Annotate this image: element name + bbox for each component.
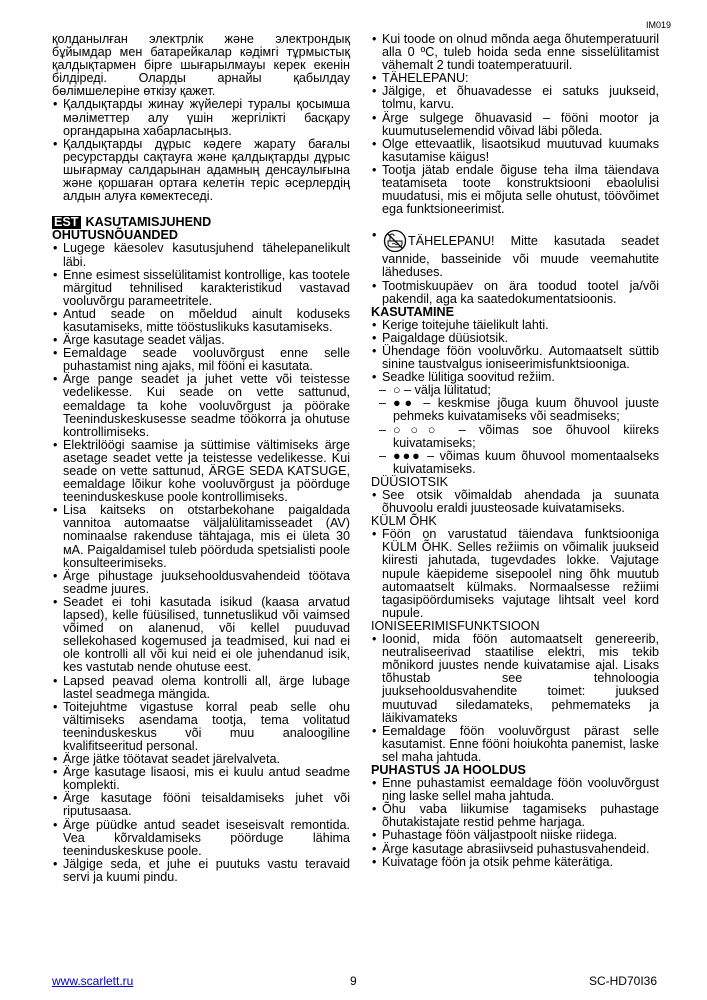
page-number: 9 [350, 974, 357, 988]
list-item: • Ühendage föön vooluvõrku. Automaatselt süttib sinine taustvalgus ioniseerimisfunktsiooniga. [371, 345, 659, 371]
safety-list [52, 242, 350, 884]
website-link[interactable]: www.scarlett.ru [52, 974, 134, 988]
notes-list [371, 33, 659, 216]
list-item: • Ioonid, mida föön automaatselt genereerib, neutraliseerivad staatilise elektri, mis tekib mõnikord juustes nende kuivatamise ajal. Lisaks tõhustab see tehnoloogia juuksehooldusvahendite toimet: juuksed muutuvad siledamateks, pehmemateks ja läikivamateks [371, 633, 659, 725]
mode-item [371, 424, 659, 450]
list-item: • Toitejuhtme vigastuse korral peab selle ohu vältimiseks asendama tootja, tema volitatud teeninduskeskus või muu analoogiline kvalifitseeritud personal. [52, 701, 350, 753]
cleaning-list [371, 777, 659, 869]
dash-mark: – [379, 448, 387, 463]
list-item: • TÄHELEPANU: [371, 72, 659, 85]
list-item: • Қалдықтарды дұрыс кәдеге жарату бағалы ресурстарды сақтауға және қалдықтарды дұрыс шығармау салдарынан адамның денсаулығына және қоршаған ортаға келетін теріс әсерлердің алдын алуға көмектеседі. [52, 138, 350, 203]
list-item: • Seadet ei tohi kasutada isikud (kaasa arvatud lapsed), kelle füüsilised, tunnetuslikud või vaimsed võimed on alanenud, või kellel puuduvad sellekohased kogemused ja teadmised, kui nad ei ole kontrolli all või kui neid ei ole juhendanud isik, kes vastutab nende ohutuse eest. [52, 596, 350, 675]
list-item: • Ärge kasutage lisaosi, mis ei kuulu antud seadme komplekti. [52, 766, 350, 792]
nozzle-heading: DÜÜSIOTSIK [371, 474, 448, 489]
list-item: • Puhastage föön väljastpoolt niiske riidega. [371, 829, 659, 842]
warning-list [371, 229, 659, 305]
warning-text: TÄHELEPANU! Mitte kasutada seadet vannide, basseinide või muude veemahutite läheduses. [382, 234, 659, 280]
mode-item [371, 450, 659, 476]
list-item: • Antud seade on mõeldud ainult koduseks kasutamiseks, mitte tööstuslikuks kasutamiseks. [52, 308, 350, 334]
list-item: • Kerige toitejuhe täielikult lahti. [371, 319, 659, 332]
cool-air-list [371, 528, 659, 620]
list-item: • Lugege käesolev kasutusjuhend tähelepanelikult läbi. [52, 242, 350, 268]
left-column [52, 33, 350, 884]
cool-air-heading: KÜLM ÕHK [371, 514, 437, 529]
mode-text: ●● – keskmise jõuga kuum õhuvool juuste pehmeks kuivatamiseks või seadmiseks; [393, 396, 659, 424]
usage-list [371, 319, 659, 384]
kk-bullet-list [52, 98, 350, 203]
list-item: • Ärge kasutage abrasiivseid puhastusvahendeid. [371, 843, 659, 856]
list-item: • Lisa kaitseks on otstarbekohane paigaldada vannitoa automaatse väljalülitamisseadet (AV) nominaalse rakenduse tähtajaga, mis ei ületa 30 мА. Paigaldamisel tuleb pöörduda spetsialisti poole konsulteerimiseks. [52, 504, 350, 569]
model-number: SC-HD70I36 [588, 974, 657, 988]
list-item: • Enne puhastamist eemaldage föön vooluvõrgust ning laske sellel maha jahtuda. [371, 777, 659, 803]
list-item: • Olge ettevaatlik, lisaotsikud muutuvad kuumaks kasutamise käigus! [371, 138, 659, 164]
usage-heading: KASUTAMINE [371, 304, 455, 319]
dash-mark: – [379, 422, 387, 437]
list-item: • Jälgige seda, et juhe ei puutuks vastu teravaid servi ja kuumi pindu. [52, 858, 350, 884]
list-item: • Seadke lülitiga soovitud režiim. [371, 371, 659, 384]
mode-item [371, 397, 659, 423]
list-item: • Ärge kasutage seadet väljas. [52, 334, 350, 347]
list-item: • Paigaldage düüsiotsik. [371, 332, 659, 345]
no-bathtub-warning-icon [382, 229, 408, 253]
list-item: • Ärge pange seadet ja juhet vette või teistesse vedelikesse. Kui seade on vette sattunud, eemaldage ta kohe vooluvõrgust ja pöörake Teeninduskeskusesse seadme töökorra ja ohutuse kontrollimiseks. [52, 373, 350, 438]
list-item: • Ärge jätke töötavat seadet järelvalveta. [52, 753, 350, 766]
mode-text: ○ – välja lülitatud; [393, 383, 491, 398]
nozzle-list [371, 489, 659, 515]
list-item: • Kui toode on olnud mõnda aega õhutemperatuuril alla 0 ºC, tuleb hoida seda enne sisselülitamist vähemalt 2 tundi toatemperatuuril. [371, 33, 659, 72]
list-item: • See otsik võimaldab ahendada ja suunata õhuvoolu eraldi juusteosade kuivatamiseks. [371, 489, 659, 515]
list-item: • Föön on varustatud täiendava funktsiooniga KÜLM ÕHK. Selles režiimis on võimalik juukseid kiiresti jahutada, tugevdades lokke. Vajutage nupule käepideme sisepoolel ning õhk muutub automaatselt külmaks. Normaalsesse režiimi tagasipöördumiseks vajutage lihtsalt veel kord nupule. [371, 528, 659, 620]
manual-title: KASUTAMISJUHEND [85, 215, 212, 230]
list-item: • Қалдықтарды жинау жүйелері туралы қосымша мәліметтер алу үшін жергілікті басқару органдарына хабарласыңыз. [52, 98, 350, 137]
list-item: • Jälgige, et õhuavadesse ei satuks juukseid, tolmu, karvu. [371, 85, 659, 111]
list-item: • Elektrilöögi saamise ja süttimise vältimiseks ärge asetage seadet vette ja teistesse vedelikesse. Kui seade on vette sattunud, ÄRGE SEDA KATSUGE, eemaldage lõikur kohe vooluvõrgust ja pöörduge teeninduskeskuse poole kontrollimiseks. [52, 439, 350, 504]
list-item: • Ärge kasutage fööni teisaldamiseks juhet või riputusaasa. [52, 792, 350, 818]
list-item: • Kuivatage föön ja otsik pehme käterätiga. [371, 856, 659, 869]
list-item: • Ärge pihustage juuksehooldusvahendeid töötava seadme juures. [52, 570, 350, 596]
list-item: • Eemaldage föön vooluvõrgust pärast selle kasutamist. Enne fööni hoiukohta panemist, laske sel maha jahtuda. [371, 725, 659, 764]
ionization-heading: IONISEERIMISFUNKTSIOON [371, 618, 540, 633]
right-column [371, 33, 659, 869]
document-code: IM019 [645, 20, 671, 30]
list-item: • Tootmiskuupäev on ära toodud tootel ja/või pakendil, aga ka saatedokumentatsioonis. [371, 280, 659, 306]
mode-text: ○○○ – võimas soe õhuvool kiireks kuivatamiseks; [393, 422, 659, 450]
mode-list [371, 384, 659, 476]
language-badge: EST [54, 215, 79, 230]
list-item-warning [371, 229, 659, 279]
kk-intro-paragraph: қолданылған электрлік және электрондық бұйымдар мен батарейкалар кәдімгі тұрмыстық қалдықтармен бірге шығарылмауы керек екенін білдіреді. Оларды арнайы қабылдау бөлімшелеріне өткізу қажет. [52, 32, 350, 99]
cleaning-heading: PUHASTUS JA HOOLDUS [371, 762, 526, 777]
list-item: • Enne esimest sisselülitamist kontrollige, kas tootele märgitud tehnilised karakteristikud vastavad vooluvõrgu parameetritele. [52, 269, 350, 308]
list-item: • Õhu vaba liikumise tagamiseks puhastage õhutakistajate restid pehme harjaga. [371, 803, 659, 829]
safety-heading: OHUTUSNÕUANDED [52, 228, 178, 243]
dash-mark: – [379, 383, 387, 398]
dash-mark: – [379, 396, 387, 411]
list-item: • Lapsed peavad olema kontrolli all, ärge lubage lastel seadmega mängida. [52, 675, 350, 701]
list-item: • Tootja jätab endale õiguse teha ilma täiendava teatamiseta toote konstruktsiooni ebaolulisi muudatusi, mis ei mõjuta selle ohutust, töövõimet ega funktsioneerimist. [371, 164, 659, 216]
ionization-list [371, 633, 659, 764]
list-item: • Ärge sulgege õhuavasid – fööni mootor ja kuumutuselemendid võivad läbi põleda. [371, 112, 659, 138]
list-item: • Ärge püüdke antud seadet iseseisvalt remontida. Vea kõrvaldamiseks pöörduge lähima teeninduskeskuse poole. [52, 819, 350, 858]
list-item: • Eemaldage seade vooluvõrgust enne selle puhastamist ning ajaks, mil fööni ei kasutata. [52, 347, 350, 373]
spacer [371, 216, 659, 229]
mode-text: ●●● – võimas kuum õhuvool momentaalseks kuivatamiseks. [393, 448, 659, 476]
